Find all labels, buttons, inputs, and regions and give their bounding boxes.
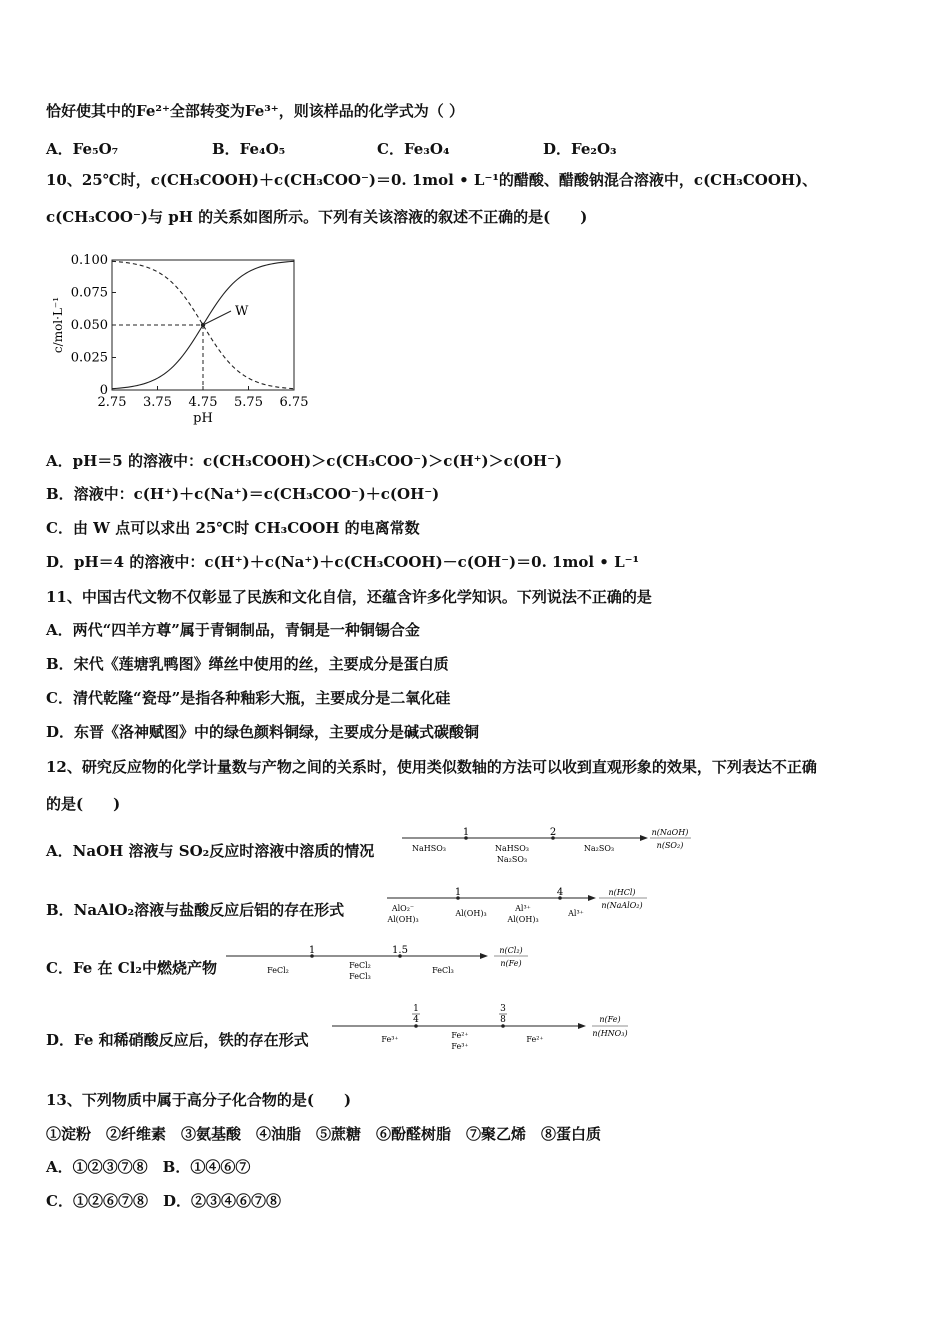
y-axis-label: c/mol·L⁻¹ xyxy=(51,296,65,354)
region-label: Na₂SO₃ xyxy=(583,844,615,853)
region-label: FeCl₂ xyxy=(267,966,289,975)
y-tick-label: 0.025 xyxy=(70,350,108,366)
tick-label: 4 xyxy=(556,887,564,898)
q12-option-d-text: D．Fe 和稀硝酸反应后，铁的存在形式 xyxy=(46,1031,309,1049)
x-tick-label: 2.75 xyxy=(97,395,127,410)
q13-items: ①淀粉 ②纤维素 ③氨基酸 ④油脂 ⑤蔗糖 ⑥酚醛树脂 ⑦聚乙烯 ⑧蛋白质 xyxy=(46,1125,602,1143)
region-label: Al³⁺ xyxy=(568,909,584,918)
ratio-top: n(NaOH) xyxy=(651,828,689,837)
region-label: Fe²⁺ xyxy=(451,1031,469,1040)
q11-stem: 11、中国古代文物不仅彰显了民族和文化自信，还蕴含许多化学知识。下列说法不正确的是 xyxy=(46,588,652,606)
region-label: Al(OH)₃ xyxy=(507,915,539,924)
ratio-bottom: n(NaAlO₂) xyxy=(601,901,643,910)
ratio-bottom: n(HNO₃) xyxy=(592,1029,628,1038)
q13-stem: 13、下列物质中属于高分子化合物的是( ) xyxy=(46,1091,352,1109)
q10-stem-line1: 10、25℃时，c(CH₃COOH)＋c(CH₃COO⁻)＝0. 1mol • L⁻¹的醋酸、醋酸钠混合溶液中，c(CH₃COOH)、 xyxy=(46,171,818,189)
q12-stem-line1: 12、研究反应物的化学计量数与产物之间的关系时，使用类似数轴的方法可以收到直观形象的效果，下列表达不正确 xyxy=(46,758,817,776)
chart-plot-area xyxy=(51,253,308,426)
ratio-bottom: n(SO₂) xyxy=(656,841,684,850)
y-tick-label: 0.100 xyxy=(70,253,108,268)
region-label: Fe³⁺ xyxy=(451,1042,469,1051)
q12-option-a-text: A．NaOH 溶液与 SO₂反应时溶液中溶质的情况 xyxy=(46,842,375,860)
x-axis-label: pH xyxy=(193,411,213,426)
q11-option-c: C．清代乾隆“瓷母”是指各种釉彩大瓶，主要成分是二氧化硅 xyxy=(46,689,451,707)
q9-option-a: A．Fe₅O₇ xyxy=(46,140,119,158)
w-label: W xyxy=(235,304,249,319)
region-label: FeCl₃ xyxy=(349,972,371,981)
region-label: Na₂SO₃ xyxy=(496,855,528,864)
region-label: Fe²⁺ xyxy=(526,1035,544,1044)
region-label: AlO₂⁻ xyxy=(391,904,415,913)
q9-option-b: B．Fe₄O₅ xyxy=(212,140,286,158)
q10-option-b: B．溶液中：c(H⁺)＋c(Na⁺)＝c(CH₃COO⁻)＋c(OH⁻) xyxy=(46,485,440,503)
q11-option-d: D．东晋《洛神赋图》中的绿色颜料铜绿，主要成分是碱式碳酸铜 xyxy=(46,723,480,741)
q10-option-d: D．pH＝4 的溶液中：c(H⁺)＋c(Na⁺)＋c(CH₃COOH)－c(OH⁻)＝0. 1mol • L⁻¹ xyxy=(46,553,640,571)
q10-stem-line2: c(CH₃COO⁻)与 pH 的关系如图所示。下列有关该溶液的叙述不正确的是( ) xyxy=(46,208,588,226)
q9-tail: 恰好使其中的Fe²⁺全部转变为Fe³⁺，则该样品的化学式为（ ） xyxy=(46,102,464,120)
region-label: Al(OH)₃ xyxy=(387,915,419,924)
y-tick-label: 0.050 xyxy=(70,318,108,333)
ratio-top: n(Fe) xyxy=(599,1015,621,1024)
q10-chart xyxy=(44,248,314,434)
q12-number-line-a xyxy=(400,822,700,870)
q12-number-line-c xyxy=(224,940,534,986)
q9-option-c: C．Fe₃O₄ xyxy=(377,140,450,158)
ratio-bottom: n(Fe) xyxy=(500,959,522,968)
q12-stem-line2: 的是( ) xyxy=(46,795,121,813)
y-tick-label: 0.075 xyxy=(70,285,108,301)
tick-label: 1 xyxy=(454,887,462,898)
x-tick-label: 4.75 xyxy=(188,395,218,410)
x-tick-label: 5.75 xyxy=(234,395,263,410)
q11-option-b: B．宋代《莲塘乳鸭图》缂丝中使用的丝，主要成分是蛋白质 xyxy=(46,655,449,673)
q12-option-b-text: B．NaAlO₂溶液与盐酸反应后铝的存在形式 xyxy=(46,901,345,919)
tick-label: 1.5 xyxy=(392,945,408,956)
ratio-top: n(HCl) xyxy=(608,888,636,897)
ratio-top: n(Cl₂) xyxy=(499,946,523,955)
region-label: FeCl₂ xyxy=(349,961,371,970)
x-tick-label: 6.75 xyxy=(279,395,309,410)
q13-options-row1: A．①②③⑦⑧ B．①④⑥⑦ xyxy=(46,1158,251,1176)
region-label: Al³⁺ xyxy=(515,904,531,913)
q12-number-line-d xyxy=(330,1000,640,1058)
region-label: Fe³⁺ xyxy=(381,1035,399,1044)
region-label: Al(OH)₃ xyxy=(455,909,487,918)
tick-label: 2 xyxy=(549,827,557,838)
q10-option-a: A．pH＝5 的溶液中：c(CH₃COOH)＞c(CH₃COO⁻)＞c(H⁺)＞c(OH⁻) xyxy=(46,452,563,470)
region-label: NaHSO₃ xyxy=(412,844,446,853)
q11-option-a: A．两代“四羊方尊”属于青铜制品，青铜是一种铜锡合金 xyxy=(46,621,420,639)
x-tick-label: 3.75 xyxy=(143,395,172,410)
tick-label: 1 xyxy=(462,827,470,838)
region-label: FeCl₃ xyxy=(432,966,454,975)
q9-option-d: D．Fe₂O₃ xyxy=(543,140,617,158)
tick-label: 1 xyxy=(308,945,316,956)
tick-denominator: 8 xyxy=(500,1015,506,1025)
q10-option-c: C．由 W 点可以求出 25℃时 CH₃COOH 的电离常数 xyxy=(46,519,420,537)
q12-option-c-text: C．Fe 在 Cl₂中燃烧产物 xyxy=(46,959,217,977)
tick-denominator: 4 xyxy=(413,1015,419,1025)
q13-options-row2: C．①②⑥⑦⑧ D．②③④⑥⑦⑧ xyxy=(46,1192,281,1210)
q12-number-line-b xyxy=(385,880,665,928)
y-tick-label: 0 xyxy=(99,383,108,398)
tick-numerator: 3 xyxy=(500,1004,506,1014)
region-label: NaHSO₃ xyxy=(495,844,529,853)
tick-numerator: 1 xyxy=(413,1004,419,1014)
